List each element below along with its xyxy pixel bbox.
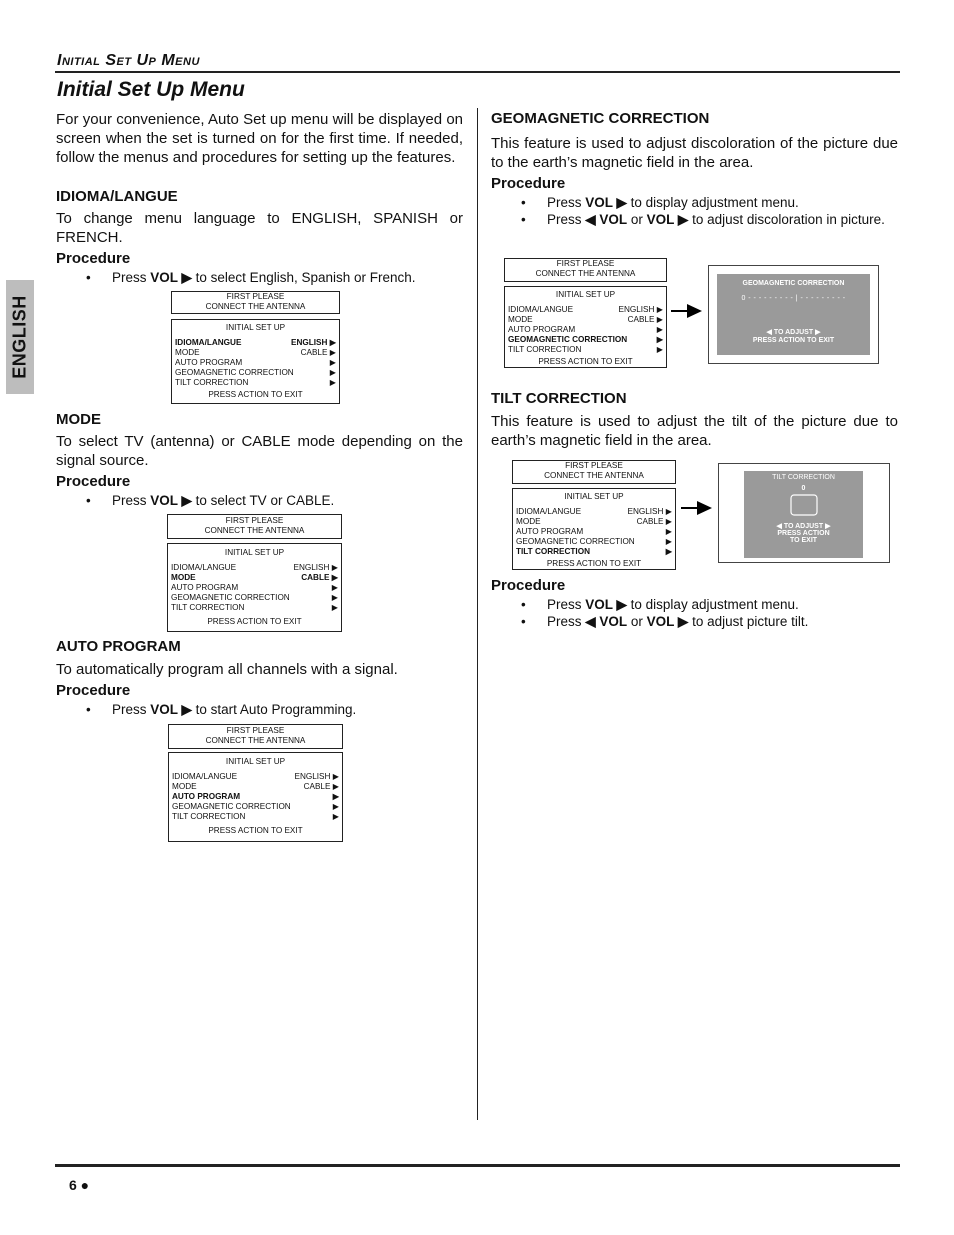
auto-menu-box: INITIAL SET UP IDIOMA/LANGUE ENGLISH ▶ MODE CABLE ▶ AUTO PROGRAM ▶ GEOMAGNETIC CORRECTION ▶ TILT CORRECTION ▶ PRESS ACTION TO EXIT xyxy=(168,752,343,842)
tilt-arrow-icon xyxy=(679,499,713,517)
page-title: Initial Set Up Menu xyxy=(57,78,245,101)
tilt-heading: TILT CORRECTION xyxy=(491,390,627,407)
mode-menu-box: INITIAL SET UP IDIOMA/LANGUE ENGLISH ▶ MODE CABLE ▶ AUTO PROGRAM ▶ GEOMAGNETIC CORRECTION ▶ TILT CORRECTION ▶ PRESS ACTION TO EXIT xyxy=(167,543,342,632)
tilt-procedure-label: Procedure xyxy=(491,577,566,594)
geomagnetic-text: This feature is used to adjust discoloration of the picture due to the earth’s magnetic field in the area. xyxy=(491,135,898,171)
running-head: Initial Set Up Menu xyxy=(57,52,200,69)
idioma-step: • Press VOL ▶ to select English, Spanish or French. xyxy=(86,270,416,285)
geo-adjust-screen: GEOMAGNETIC CORRECTION 0 - - - - - - - - - | - - - - - - - - - ◀ TO ADJUST ▶ PRESS ACTION TO EXIT xyxy=(708,265,879,364)
column-divider xyxy=(477,108,478,1120)
tilt-frame-icon xyxy=(789,493,819,517)
idioma-menu-box: INITIAL SET UP IDIOMA/LANGUE ENGLISH ▶ MODE CABLE ▶ AUTO PROGRAM ▶ GEOMAGNETIC CORRECTION ▶ TILT CORRECTION ▶ PRESS ACTION TO EXIT xyxy=(171,319,340,404)
mode-step: • Press VOL ▶ to select TV or CABLE. xyxy=(86,493,335,508)
page-number: 6 ● xyxy=(69,1177,90,1193)
tilt-text: This feature is used to adjust the tilt of the picture due to earth’s magnetic field in the area. xyxy=(491,413,898,449)
idioma-text: To change menu language to ENGLISH, SPANISH or FRENCH. xyxy=(56,210,463,246)
geomagnetic-procedure-label: Procedure xyxy=(491,175,566,192)
geomagnetic-step-2: • Press ◀ VOL or VOL ▶ to adjust discoloration in picture. xyxy=(521,212,885,227)
tilt-menu-box: INITIAL SET UP IDIOMA/LANGUE ENGLISH ▶ MODE CABLE ▶ AUTO PROGRAM ▶ GEOMAGNETIC CORRECTION ▶ TILT CORRECTION ▶ PRESS ACTION TO EXIT xyxy=(512,488,676,570)
idioma-heading: IDIOMA/LANGUE xyxy=(56,188,178,205)
side-tab-label: ENGLISH xyxy=(9,295,30,379)
mode-procedure-label: Procedure xyxy=(56,473,131,490)
mode-text: To select TV (antenna) or CABLE mode depending on the signal source. xyxy=(56,433,463,469)
language-side-tab xyxy=(6,280,34,394)
geo-menu-box: INITIAL SET UP IDIOMA/LANGUE ENGLISH ▶ MODE CABLE ▶ AUTO PROGRAM ▶ GEOMAGNETIC CORRECTION ▶ TILT CORRECTION ▶ PRESS ACTION TO EXIT xyxy=(504,286,667,368)
intro-paragraph: For your convenience, Auto Set up menu will be displayed on screen when the set is turned on for the first time. If needed, follow the menus and procedures for setting up the features. xyxy=(56,111,463,166)
geomagnetic-heading: GEOMAGNETIC CORRECTION xyxy=(491,110,710,127)
tilt-step-2: • Press ◀ VOL or VOL ▶ to adjust picture tilt. xyxy=(521,614,809,629)
footer-rule xyxy=(55,1164,900,1167)
tilt-adjust-screen: TILT CORRECTION 0 ◀ TO ADJUST ▶ PRESS ACTION TO EXIT xyxy=(718,463,890,563)
tilt-first-please-box: FIRST PLEASE CONNECT THE ANTENNA xyxy=(512,460,676,484)
idioma-first-please-box: FIRST PLEASE CONNECT THE ANTENNA xyxy=(171,291,340,314)
idioma-procedure-label: Procedure xyxy=(56,250,131,267)
tilt-step-1: • Press VOL ▶ to display adjustment menu. xyxy=(521,597,799,612)
header-rule xyxy=(55,71,900,73)
auto-first-please-box: FIRST PLEASE CONNECT THE ANTENNA xyxy=(168,724,343,749)
geo-first-please-box: FIRST PLEASE CONNECT THE ANTENNA xyxy=(504,258,667,282)
geomagnetic-step-1: • Press VOL ▶ to display adjustment menu. xyxy=(521,195,799,210)
auto-program-heading: AUTO PROGRAM xyxy=(56,638,181,655)
auto-program-step: • Press VOL ▶ to start Auto Programming. xyxy=(86,702,357,717)
mode-heading: MODE xyxy=(56,411,101,428)
auto-program-procedure-label: Procedure xyxy=(56,682,131,699)
mode-first-please-box: FIRST PLEASE CONNECT THE ANTENNA xyxy=(167,514,342,539)
auto-program-text: To automatically program all channels with a signal. xyxy=(56,661,398,678)
geo-arrow-icon xyxy=(669,302,703,320)
